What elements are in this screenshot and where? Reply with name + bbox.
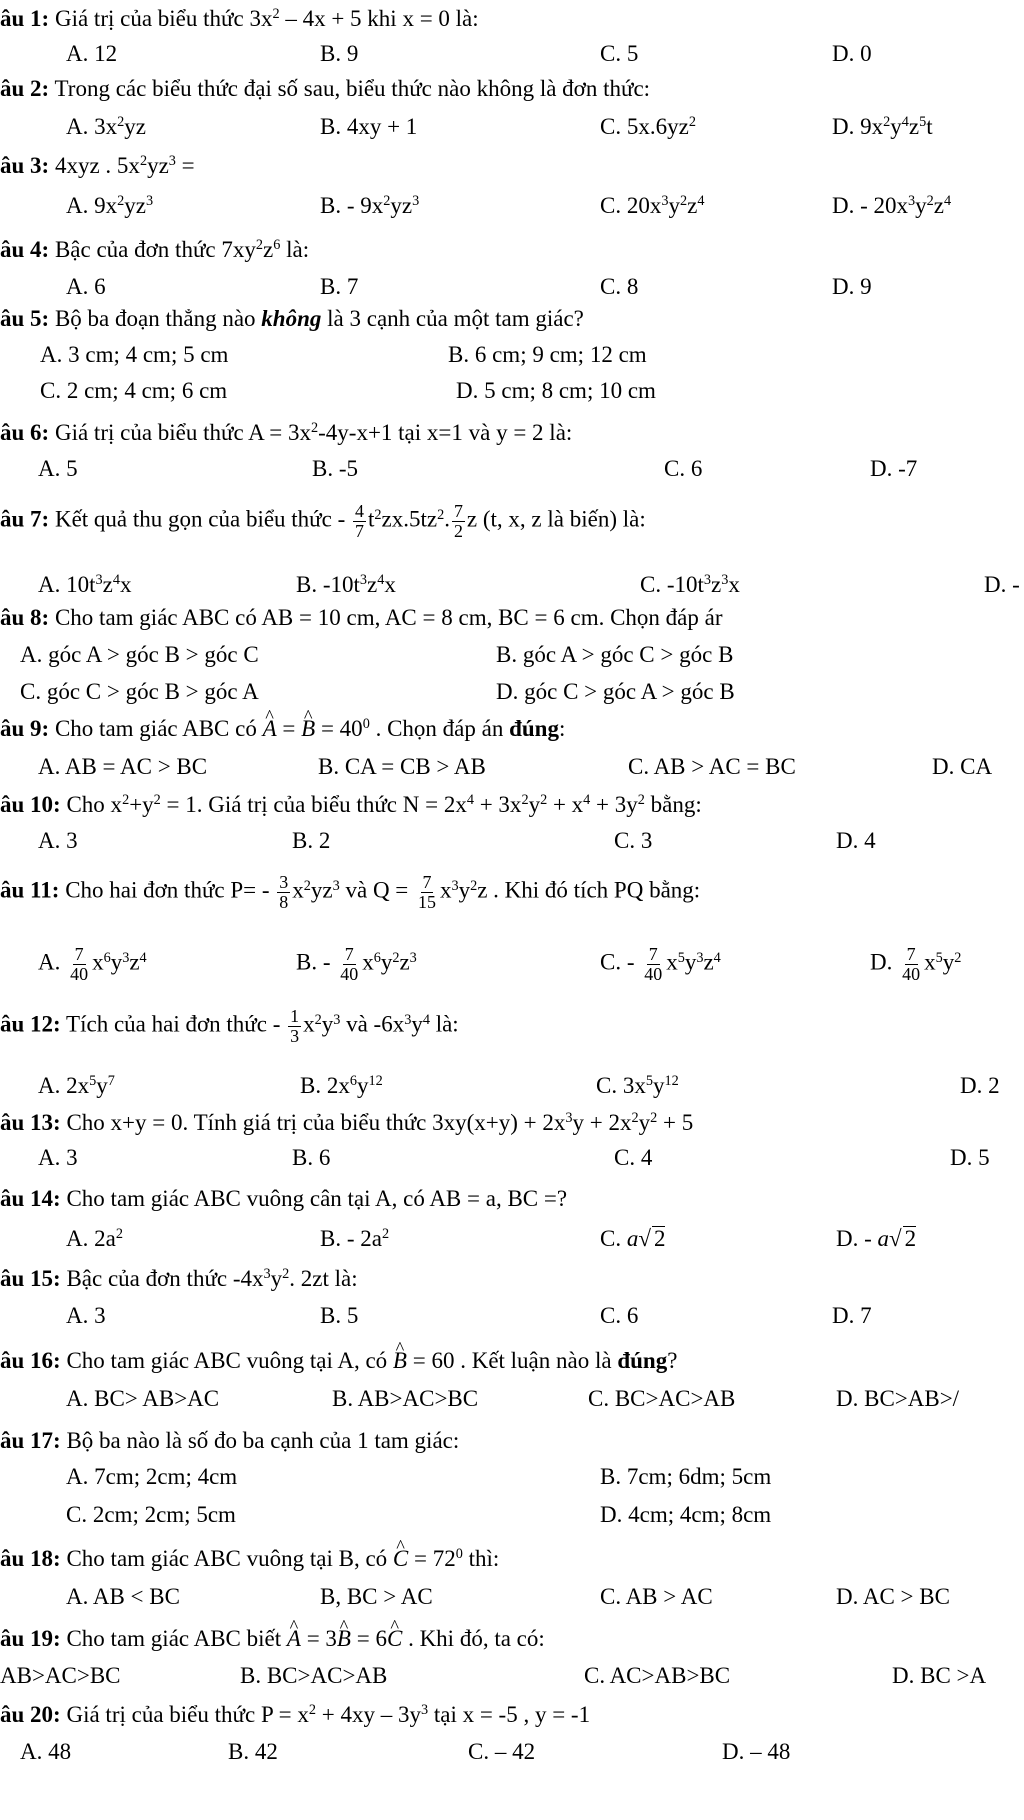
option-c: C. BC>AC>AB — [588, 1386, 736, 1411]
option-d: D. 5 cm; 8 cm; 10 cm — [456, 378, 656, 403]
option-a: A. 5 — [38, 456, 78, 481]
option-b: B. $2x^6y^{12}$ — [300, 1073, 383, 1098]
option-b: B. 2 — [292, 828, 331, 853]
option-a: A. 3 — [38, 828, 78, 853]
option-d: D. 9 — [832, 274, 872, 299]
question-stem: âu 17: Bộ ba nào là số đo ba cạnh của 1 tam giác: — [0, 1428, 460, 1453]
option-c: C. 3 — [614, 828, 653, 853]
option-d: D. -7 — [870, 456, 918, 481]
question-number: âu 14 — [0, 1186, 54, 1211]
option-d: D. - — [984, 572, 1020, 597]
question-stem: âu 15: Bậc của đơn thức $-4x^3y^2$. 2zt là: — [0, 1266, 358, 1291]
option-d: D. BC >A — [892, 1663, 987, 1688]
option-a: A. $2a^2$ — [66, 1226, 123, 1251]
question-number: âu 10 — [0, 792, 54, 817]
option-d: D. - a√ 2 — [836, 1226, 917, 1251]
question-number: âu 1 — [0, 6, 42, 31]
option-b: B. 6 — [292, 1145, 331, 1170]
option-d: D. 4 — [836, 828, 876, 853]
option-b: B. AB>AC>BC — [332, 1386, 479, 1411]
question-stem: âu 19: Cho tam giác ABC biết ^ A = 3^ B = 6^ C . Khi đó, ta có: — [0, 1626, 545, 1652]
option-b: B. $-10t^3z^4x$ — [296, 572, 396, 597]
question-number: âu 3 — [0, 153, 42, 178]
option-b: B. 5 — [320, 1303, 359, 1328]
option-d: D. 4cm; 4cm; 8cm — [600, 1502, 772, 1527]
option-c: C. $-10t^3z^3x$ — [640, 572, 740, 597]
question-stem: âu 5: Bộ ba đoạn thẳng nào không là 3 cạnh của một tam giác? — [0, 306, 584, 331]
option-d: D. $\frac{7}{40}$ $x^5y^2$ — [870, 944, 962, 984]
option-a: A. AB < BC — [66, 1584, 180, 1609]
question-number: âu 18 — [0, 1546, 54, 1571]
option-c: C. – 42 — [468, 1739, 536, 1764]
question-number: âu 9 — [0, 716, 42, 741]
option-b: B. BC>AC>AB — [240, 1663, 388, 1688]
option-a: A. 3 — [38, 1145, 78, 1170]
question-stem: âu 13: Cho x+y = 0. Tính giá trị của biểu thức $3xy(x+y) + 2x^3y + 2x^2y^2 + 5$ — [0, 1110, 694, 1135]
option-c: C. $5x.6yz^2$ — [600, 114, 696, 139]
question-stem: âu 10: Cho $x^2+y^2 = 1$. Giá trị của biểu thức $N = 2x^4 + 3x^2y^2 + x^4 + 3y^2$ bằng: — [0, 792, 702, 817]
option-d: D. 5 — [950, 1145, 990, 1170]
question-number: âu 12 — [0, 1011, 54, 1037]
option-a: A. 3 — [66, 1303, 106, 1328]
option-b: B. 42 — [228, 1739, 278, 1764]
option-b: B. 9 — [320, 41, 359, 66]
option-d: D. 7 — [832, 1303, 872, 1328]
question-stem: âu 9: Cho tam giác ABC có ^ A = ^ $B = 40^0$ . Chọn đáp án đúng: — [0, 716, 565, 742]
option-a: A. 6 — [66, 274, 106, 299]
question-stem: âu 3: 4xyz . $5x^2yz^3$ = — [0, 153, 195, 178]
question-number: âu 8 — [0, 605, 42, 630]
option-c: C. $3x^5y^{12}$ — [596, 1073, 679, 1098]
option-c: C. 4 — [614, 1145, 653, 1170]
question-number: âu 7 — [0, 506, 42, 532]
option-c: C. 6 — [664, 456, 703, 481]
option-c: C. - $\frac{7}{40}$ $x^5y^3z^4$ — [600, 944, 721, 984]
option-a: A. 12 — [66, 41, 118, 66]
question-stem: âu 6: Giá trị của biểu thức $A = 3x^2-4y-x+1$ tại x=1 và y = 2 là: — [0, 420, 573, 445]
option-d: D. CA — [932, 754, 993, 779]
option-b: B. 7cm; 6dm; 5cm — [600, 1464, 772, 1489]
option-c: C. góc C > góc B > góc A — [20, 679, 259, 704]
option-d: D. - $20x^3y^2z^4$ — [832, 193, 952, 218]
option-b: B. 4xy + 1 — [320, 114, 418, 139]
option-a: A. BC> AB>AC — [66, 1386, 220, 1411]
option-b: B. -5 — [312, 456, 358, 481]
question-stem: âu 18: Cho tam giác ABC vuông tại B, có ^ $C = 72^0$ thì: — [0, 1546, 499, 1572]
option-c: C. AC>AB>BC — [584, 1663, 731, 1688]
question-stem: âu 20: Giá trị của biểu thức $P = x^2 + 4xy - 3y^3$ tại x = -5 , y = -1 — [0, 1702, 591, 1727]
option-a: A. $10t^3z^4x$ — [38, 572, 132, 597]
option-c: C. AB > AC = BC — [628, 754, 796, 779]
question-stem: âu 11: Cho hai đơn thức P= - $\frac{3}{8}$ $x^2yz^3$ và Q = $\frac{7}{15}$ $x^3y^2z$ . Khi đó tích PQ bằng: — [0, 872, 701, 912]
option-c: C. 2cm; 2cm; 5cm — [66, 1502, 236, 1527]
option-a: A. 48 — [20, 1739, 72, 1764]
question-number: âu 2 — [0, 76, 42, 101]
option-d: D. – 48 — [722, 1739, 791, 1764]
question-20 — [0, 1702, 1024, 1820]
option-a: A. $9x^2yz^3$ — [66, 193, 154, 218]
question-number: âu 19 — [0, 1626, 54, 1651]
option-b: B. CA = CB > AB — [318, 754, 486, 779]
option-c: C. 5 — [600, 41, 639, 66]
option-b: B, BC > AC — [320, 1584, 433, 1609]
question-stem: âu 14: Cho tam giác ABC vuông cân tại A, có AB = a, BC =? — [0, 1186, 568, 1211]
question-number: âu 17 — [0, 1428, 54, 1453]
question-number: âu 15 — [0, 1266, 54, 1291]
option-a: A. $\frac{7}{40}$ $x^6y^3z^4$ — [38, 944, 147, 984]
option-b: B. 6 cm; 9 cm; 12 cm — [448, 342, 647, 367]
question-stem: âu 16: Cho tam giác ABC vuông tại A, có ^ B = 60 . Kết luận nào là đúng? — [0, 1348, 677, 1374]
option-c: C. 6 — [600, 1303, 639, 1328]
question-number: âu 5 — [0, 306, 42, 331]
option-c: C. a√ 2 — [600, 1226, 666, 1251]
option-a: AB>AC>BC — [0, 1663, 121, 1688]
question-stem: âu 12: Tích của hai đơn thức - $\frac{1}{3}$ $x^2y^3$ và $-6x^3y^4$ là: — [0, 1006, 459, 1046]
option-c: C. 8 — [600, 274, 639, 299]
question-number: âu 11 — [0, 877, 52, 903]
option-b: B. - $\frac{7}{40}$ $x^6y^2z^3$ — [296, 944, 417, 984]
option-d: D. góc C > góc A > góc B — [496, 679, 735, 704]
option-d: D. BC>AB>/ — [836, 1386, 960, 1411]
option-a: A. 7cm; 2cm; 4cm — [66, 1464, 238, 1489]
question-stem: âu 8: Cho tam giác ABC có AB = 10 cm, AC = 8 cm, BC = 6 cm. Chọn đáp ár — [0, 605, 723, 630]
option-d: D. 0 — [832, 41, 872, 66]
question-number: âu 20 — [0, 1702, 54, 1727]
question-number: âu 6 — [0, 420, 42, 445]
question-stem: âu 7: Kết quả thu gọn của biểu thức - $\frac{4}{7}$ $t^2zx.5tz^2$. $\frac{7}{2}$ z (t, x, z là biến) là: — [0, 501, 646, 541]
option-a: A. AB = AC > BC — [38, 754, 208, 779]
option-b: B. góc A > góc C > góc B — [496, 642, 734, 667]
option-a: A. góc A > góc B > góc C — [20, 642, 259, 667]
question-number: âu 16 — [0, 1348, 54, 1373]
option-d: D. AC > BC — [836, 1584, 950, 1609]
question-number: âu 4 — [0, 237, 42, 262]
question-stem: âu 2: Trong các biểu thức đại số sau, biểu thức nào không là đơn thức: — [0, 76, 651, 101]
option-c: C. $20x^3y^2z^4$ — [600, 193, 705, 218]
option-d: D. 2 — [960, 1073, 1000, 1098]
option-a: A. $3x^2yz$ — [66, 114, 146, 139]
option-b: B. - $2a^2$ — [320, 1226, 390, 1251]
option-b: B. - $9x^2yz^3$ — [320, 193, 420, 218]
option-a: A. $2x^5y^7$ — [38, 1073, 115, 1098]
question-number: âu 13 — [0, 1110, 54, 1135]
question-stem: âu 1: Giá trị của biểu thức $3x^2 - 4x + 5$ khi x = 0 là: — [0, 6, 479, 31]
option-a: A. 3 cm; 4 cm; 5 cm — [40, 342, 229, 367]
option-c: C. AB > AC — [600, 1584, 713, 1609]
option-d: D. $9x^2y^4z^5t$ — [832, 114, 933, 139]
option-c: C. 2 cm; 4 cm; 6 cm — [40, 378, 228, 403]
option-b: B. 7 — [320, 274, 359, 299]
question-stem: âu 4: Bậc của đơn thức $7xy^2z^6$ là: — [0, 237, 310, 262]
